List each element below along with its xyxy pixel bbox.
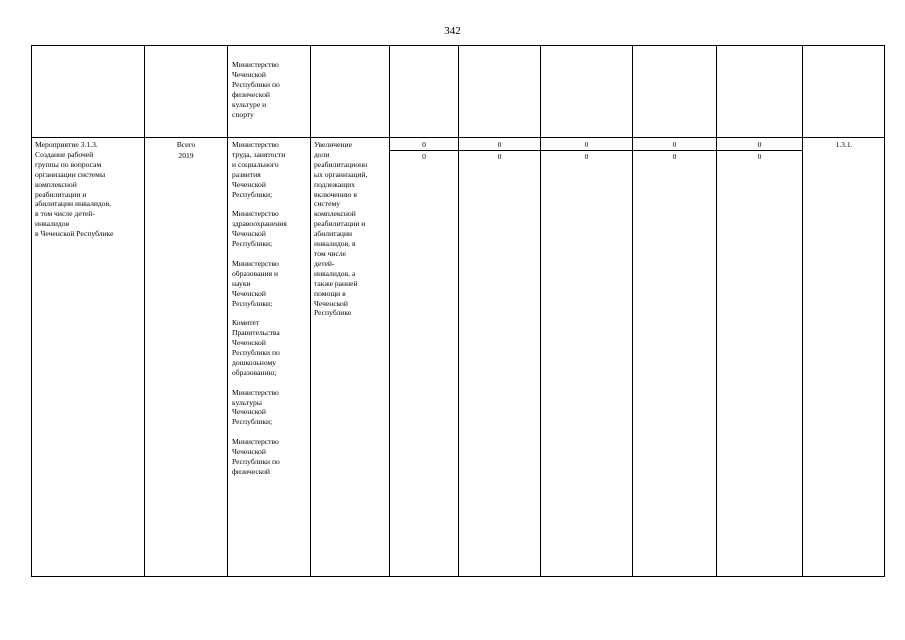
indicator-code: 1.3.1. <box>835 140 853 149</box>
value-total-cell: 0 <box>672 140 677 149</box>
target-indicator: Увеличение доли реабилитационн ых организаций, подлежащих включению в систему комплексной реабилитации и абилитации инвалидов, в том числе детей- инвалидов, а также ранней помощи в Чеченской Республике <box>314 140 368 318</box>
column-divider <box>144 45 145 577</box>
value-2019-cell: 0 <box>672 152 677 161</box>
value-2019-cell: 0 <box>422 152 426 161</box>
value-2019-cell: 0 <box>497 152 502 161</box>
value-row-divider <box>389 150 802 151</box>
column-divider <box>540 45 541 577</box>
value-total-cell: 0 <box>584 140 589 149</box>
column-divider <box>310 45 311 577</box>
period-label: Всего <box>176 140 196 149</box>
responsible-executors: Министерство труда, занятости и социального развития Чеченской Республики; Министерство здравоохранения Чеченской Республики; Министерство образования и науки Чеченской Республики; Комитет Правительства Чеченской Республики по дошкольному образованию; Министерство культуры Чеченской Республики; Министерство Чеченской Республики по физической <box>232 140 287 476</box>
value-total-cell: 0 <box>757 140 762 149</box>
period-year: 2019 <box>178 151 194 160</box>
column-divider <box>227 45 228 577</box>
value-total-cell: 0 <box>497 140 502 149</box>
value-total-cell: 0 <box>422 140 426 149</box>
value-2019-cell: 0 <box>584 152 589 161</box>
column-divider <box>802 45 803 577</box>
column-divider <box>458 45 459 577</box>
row-divider <box>31 137 885 138</box>
column-divider <box>632 45 633 577</box>
event-description: Мероприятие 3.1.3. Создание рабочей группы по вопросам организации системы комплексной реабилитации и абилитации инвалидов, в том числе детей- инвалидов в Чеченской Республике <box>35 140 114 239</box>
column-divider <box>389 45 390 577</box>
column-divider <box>716 45 717 577</box>
top-row-responsible: Министерство Чеченской Республики по физической культуре и спорту <box>232 60 280 119</box>
value-2019-cell: 0 <box>757 152 762 161</box>
page-number: 342 <box>444 25 461 37</box>
